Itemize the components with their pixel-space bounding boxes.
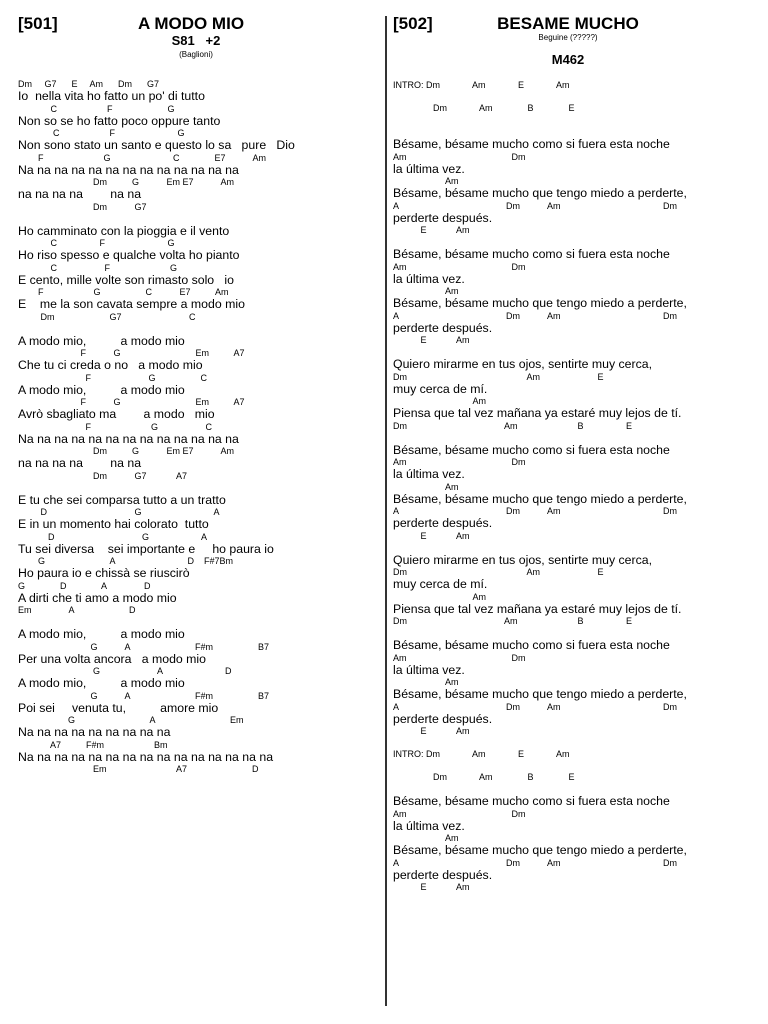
song-code: S81 +2	[171, 33, 221, 48]
lyric-line: E me la son cavata sempre a modo mio	[18, 297, 245, 311]
chord-line: F G C	[18, 372, 208, 383]
lyric-line: perderte después.	[393, 320, 493, 335]
chord-line: C F G	[18, 103, 175, 114]
stanza-gap	[393, 432, 768, 444]
lyric-line: perderte después.	[393, 516, 493, 530]
lyric-line: Non sono stato un santo e questo lo sa pure Dio	[18, 138, 295, 152]
chord-line: F G C E7 Am	[18, 287, 229, 297]
chord-line: Am	[393, 833, 459, 843]
stanza-gap	[18, 213, 384, 225]
chord-line: G D A D	[18, 580, 151, 591]
chord-line: Dm Am B E	[393, 420, 633, 431]
lyric-line: E tu che sei comparsa tutto a un tratto	[18, 492, 226, 507]
chord-line: Dm Am E	[393, 371, 604, 382]
lyric-line: Bésame, bésame mucho como si fuera esta noche	[393, 137, 670, 151]
chord-line: E Am	[393, 225, 470, 235]
chord-line: Dm Am E	[393, 567, 604, 577]
lyric-line: Na na na na na na na na na na na na na na na	[18, 749, 274, 764]
chord-line: A Dm Am Dm	[393, 310, 678, 321]
chord-line: Dm G7 A7	[18, 470, 188, 481]
chord-line: F G C	[18, 421, 213, 432]
stanza-gap	[393, 91, 768, 103]
lyric-line: Quiero mirarme en tus ojos, sentirte muy cerca,	[393, 552, 653, 567]
chord-line: Am Dm	[393, 151, 526, 162]
lyric-line: Che tu ci creda o no a modo mio	[18, 358, 203, 372]
song-author: (Baglioni)	[179, 50, 213, 59]
lyric-line: A modo mio, a modo mio	[18, 382, 185, 397]
chord-line: E Am	[393, 530, 470, 541]
lyrics-block	[393, 80, 768, 893]
lyric-line: na na na na na na	[18, 456, 142, 470]
lyric-line: E cento, mille volte son rimasto solo io	[18, 272, 234, 287]
stanza-gap	[18, 323, 384, 335]
chord-line: Dm G Em E7 Am	[18, 446, 235, 456]
lyric-line: muy cerca de mí.	[393, 381, 488, 396]
lyric-line: muy cerca de mí.	[393, 577, 488, 591]
chord-line: C F G	[18, 262, 178, 273]
song-title: BESAME MUCHO	[497, 14, 639, 33]
lyric-line: perderte después.	[393, 210, 493, 225]
chord-line: C F G	[18, 238, 175, 248]
lyric-line: la última vez.	[393, 467, 465, 481]
song-subtitle: Beguine (?????)	[538, 33, 598, 42]
chord-line: Am Dm	[393, 261, 526, 272]
chord-line: Dm Am B E	[393, 772, 575, 782]
chord-line: Am	[393, 176, 459, 186]
chord-line: Am	[393, 481, 459, 492]
chord-line: Am	[393, 396, 487, 406]
chord-line: A Dm Am Dm	[393, 506, 678, 516]
lyric-line: Bésame, bésame mucho como si fuera esta noche	[393, 247, 670, 261]
chord-line: Dm G7 E Am Dm G7	[18, 79, 160, 89]
song-code: M462	[551, 52, 585, 67]
lyric-line: A modo mio, a modo mio	[18, 333, 185, 348]
lyrics-block	[18, 79, 384, 775]
lyric-line: Bésame, bésame mucho como si fuera esta noche	[393, 794, 670, 808]
chord-line: D G A	[18, 531, 208, 542]
chord-line: A Dm Am Dm	[393, 701, 678, 712]
lyric-line: A modo mio, a modo mio	[18, 627, 185, 641]
stanza-gap	[393, 542, 768, 554]
chord-line: INTRO: Dm Am E Am	[393, 749, 570, 759]
stanza-gap	[393, 737, 768, 749]
stanza-gap	[18, 482, 384, 494]
lyric-line: Avrò sbagliato ma a modo mio	[18, 407, 215, 421]
lyric-line: A dirti che ti amo a modo mio	[18, 590, 177, 605]
lyric-line: Non so se ho fatto poco oppure tanto	[18, 113, 221, 128]
lyric-line: na na na na na na	[18, 187, 142, 201]
chord-line: Am Dm	[393, 652, 526, 663]
stanza-gap	[393, 114, 768, 126]
lyric-line: Poi sei venuta tu, amore mio	[18, 700, 219, 715]
chord-line: Em A7 D	[18, 764, 259, 774]
chord-line: E Am	[393, 726, 470, 736]
lyric-line: Quiero mirarme en tus ojos, sentirte muy cerca,	[393, 357, 653, 371]
chord-line: F G C E7 Am	[18, 152, 267, 163]
lyric-line: la última vez.	[393, 818, 465, 833]
chord-line: Am Dm	[393, 457, 526, 467]
stanza-gap	[393, 760, 768, 772]
chord-line: A Dm Am Dm	[393, 857, 678, 868]
chord-line: Em A D	[18, 605, 136, 615]
lyric-line: Na na na na na na na na na na na na na	[18, 431, 239, 446]
lyric-line: E in un momento hai colorato tutto	[18, 517, 209, 531]
lyric-line: Bésame, bésame mucho que tengo miedo a perderte,	[393, 843, 687, 857]
lyric-line: la última vez.	[393, 161, 465, 176]
chord-line: Am Dm	[393, 808, 526, 819]
chord-line: Dm Am B E	[393, 616, 633, 626]
column-divider	[385, 16, 387, 1006]
chord-line: INTRO: Dm Am E Am	[393, 80, 570, 90]
lyric-line: A modo mio, a modo mio	[18, 676, 185, 690]
chord-line: A7 F#m Bm	[18, 739, 168, 750]
chord-line: E Am	[393, 882, 470, 892]
lyric-line: Io nella vita ho fatto un po' di tutto	[18, 89, 205, 103]
chord-line: Dm G7 C	[18, 311, 196, 322]
chord-line: G A F#m B7	[18, 690, 270, 701]
chord-line: F G Em A7	[18, 348, 245, 358]
lyric-line: perderte después.	[393, 867, 493, 882]
song-title: A MODO MIO	[137, 14, 245, 33]
lyric-line: Piensa que tal vez mañana ya estaré muy lejos de tí.	[393, 406, 682, 420]
lyric-line: Na na na na na na na na na	[18, 725, 171, 739]
chord-line: Dm G7	[18, 201, 147, 212]
chord-line: G A F#m B7	[18, 641, 270, 652]
lyric-line: Ho paura io e chissà se riuscirò	[18, 566, 190, 580]
lyric-line: Bésame, bésame mucho que tengo miedo a perderte,	[393, 296, 687, 310]
chord-line: G A D	[18, 666, 232, 676]
lyric-line: Bésame, bésame mucho que tengo miedo a perderte,	[393, 186, 687, 200]
song-502	[388, 0, 768, 1024]
lyric-line: Ho riso spesso e qualche volta ho pianto	[18, 248, 240, 262]
chord-line: A Dm Am Dm	[393, 200, 678, 211]
lyric-line: Bésame, bésame mucho que tengo miedo a perderte,	[393, 687, 687, 701]
lyric-line: Piensa que tal vez mañana ya estaré muy lejos de tí.	[393, 601, 682, 616]
chord-line: Am	[393, 677, 459, 687]
lyric-line: Ho camminato con la pioggia e il vento	[18, 223, 230, 238]
lyric-line: perderte después.	[393, 711, 493, 726]
lyric-line: Tu sei diversa sei importante e ho paura io	[18, 541, 274, 556]
chord-line: Am	[393, 591, 487, 602]
lyric-line: Bésame, bésame mucho como si fuera esta noche	[393, 638, 670, 652]
lyric-line: Per una volta ancora a modo mio	[18, 651, 206, 666]
chord-line: E Am	[393, 335, 470, 345]
chord-line: Dm Am B E	[393, 103, 575, 113]
chord-line: Dm G Em E7 Am	[18, 177, 235, 187]
chord-line: F G Em A7	[18, 397, 245, 407]
lyric-line: la última vez.	[393, 271, 465, 286]
chord-line: C F G	[18, 128, 185, 138]
chord-line: Am	[393, 286, 459, 296]
lyric-line: Na na na na na na na na na na na na na	[18, 162, 239, 177]
chord-line: G A Em	[18, 715, 244, 725]
song-number: [502]	[393, 14, 433, 33]
lyric-line: Bésame, bésame mucho como si fuera esta noche	[393, 442, 670, 457]
song-number: [501]	[18, 14, 58, 33]
chord-line: G A D F#7Bm	[18, 556, 234, 566]
lyric-line: la última vez.	[393, 662, 465, 677]
lyric-line: Bésame, bésame mucho que tengo miedo a perderte,	[393, 491, 687, 506]
chord-line: D G A	[18, 507, 220, 517]
